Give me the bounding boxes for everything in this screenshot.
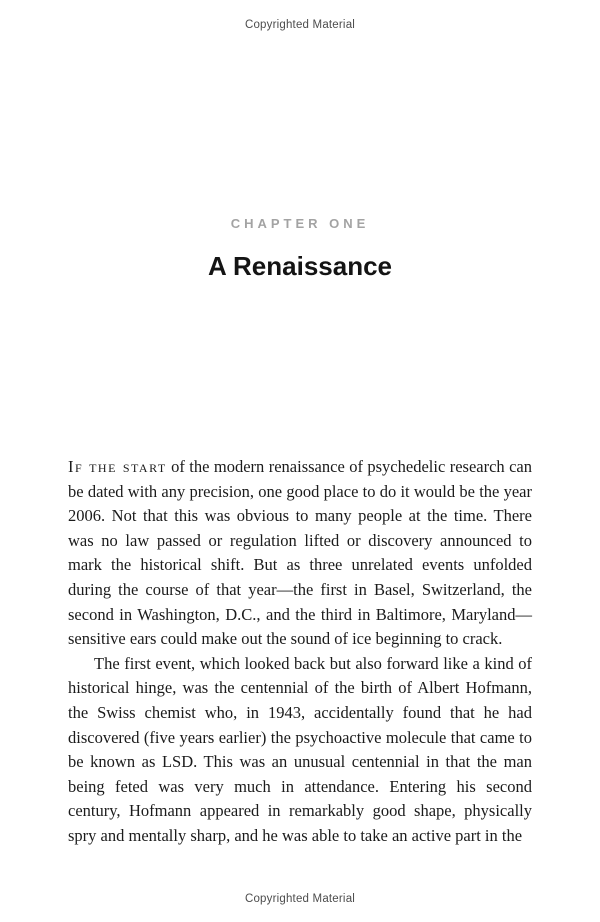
paragraph-1-text: of the modern renaissance of psychedelic research can be dated with any precision, one good place to do it would be the year 2006. Not that this was obvious to many people at the time. There was no law passed or regulation lifted or discovery announced to mark the historical shift. But as three unrelated events unfolded during the course of that year—the first in Basel, Switzerland, the second in Washington, D.C., and the third in Baltimore, Maryland—sensitive ears could make out the sound of ice beginning to crack. [68, 457, 532, 649]
lead-in-small-caps: If the start [68, 457, 167, 476]
copyright-notice-top: Copyrighted Material [244, 19, 356, 31]
chapter-label: CHAPTER ONE [230, 216, 370, 231]
body-paragraph-1 [68, 455, 532, 652]
chapter-title: A Renaissance [207, 251, 393, 281]
body-text [68, 455, 532, 849]
body-paragraph-2: The first event, which looked back but also forward like a kind of historical hinge, was the centennial of the birth of Albert Hofmann, the Swiss chemist who, in 1943, accidentally found that he had discovered (five years earlier) the psychoactive molecule that came to be known as LSD. This was an unusual centennial in that the man being feted was very much in attendance. Entering his second century, Hofmann appeared in remarkably good shape, physically spry and mentally sharp, and he was able to take an active part in the [68, 653, 532, 845]
copyright-notice-bottom: Copyrighted Material [244, 893, 356, 905]
